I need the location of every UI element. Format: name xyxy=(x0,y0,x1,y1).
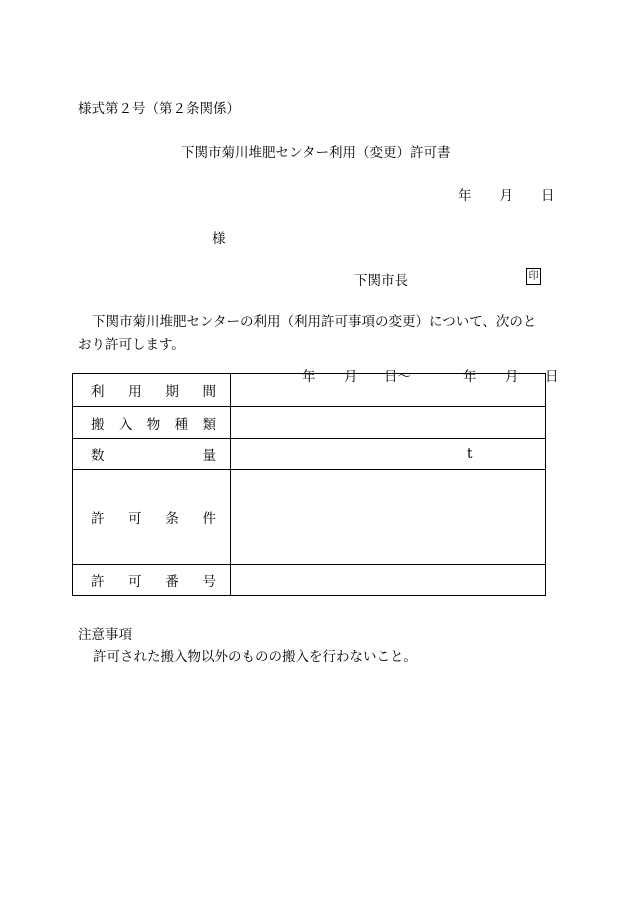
period-start-year: 年 xyxy=(302,369,316,385)
label-char: 許 xyxy=(91,511,105,527)
period-start-day: 日〜 xyxy=(384,369,411,385)
quantity-value xyxy=(231,439,546,470)
period-end-month: 月 xyxy=(505,369,519,385)
issuer-name: 下関市長 xyxy=(354,273,408,289)
table-row-conditions xyxy=(73,470,546,565)
document-title: 下関市菊川堆肥センター利用（変更）許可書 xyxy=(181,145,451,161)
label-usage-period xyxy=(73,374,231,407)
label-char: 数 xyxy=(91,448,105,464)
addressee-honorific: 様 xyxy=(212,231,226,247)
notes-text: 許可された搬入物以外のものの搬入を行わないこと。 xyxy=(93,649,417,665)
period-end-year: 年 xyxy=(463,369,477,385)
date-year-label: 年 xyxy=(458,188,472,204)
table-row-permit-number xyxy=(73,565,546,596)
label-char: 搬 xyxy=(91,416,105,433)
label-char: 量 xyxy=(202,448,216,464)
label-char: 可 xyxy=(128,511,142,527)
label-char: 用 xyxy=(128,384,142,400)
label-char: 類 xyxy=(202,416,216,433)
material-type-value xyxy=(231,407,546,439)
notes-heading: 注意事項 xyxy=(78,627,132,643)
seal-mark: 印 xyxy=(526,268,541,285)
label-char: 条 xyxy=(165,511,179,527)
label-char: 番 xyxy=(165,574,179,590)
table-row-period xyxy=(73,374,546,407)
period-end-day: 日 xyxy=(545,369,559,385)
label-char: 物 xyxy=(146,416,161,433)
label-permit-conditions xyxy=(73,470,231,565)
usage-period-value xyxy=(231,369,559,407)
label-char: 利 xyxy=(91,384,105,400)
table-row-quantity xyxy=(73,439,546,470)
label-char: 号 xyxy=(202,574,216,590)
label-quantity xyxy=(73,439,231,470)
date-month-label: 月 xyxy=(499,188,513,204)
permit-conditions-value xyxy=(231,470,546,565)
label-char: 可 xyxy=(128,574,142,590)
label-char: 種 xyxy=(174,416,189,433)
permission-statement: 下関市菊川堆肥センターの利用（利用許可事項の変更）について、次のとおり許可します。 xyxy=(78,314,537,353)
table-row-material-type xyxy=(73,407,546,439)
quantity-unit: t xyxy=(467,446,473,462)
issue-date xyxy=(458,184,555,204)
label-char: 間 xyxy=(202,384,216,400)
label-char: 期 xyxy=(165,384,179,400)
permit-number-value xyxy=(231,565,546,596)
permit-details-table xyxy=(72,369,559,596)
form-number: 様式第２号（第２条関係） xyxy=(78,101,240,117)
label-char: 許 xyxy=(91,574,105,590)
date-day-label: 日 xyxy=(541,188,555,204)
label-permit-number xyxy=(73,565,231,596)
label-material-type xyxy=(73,407,231,439)
period-start-month: 月 xyxy=(344,369,358,385)
label-char: 入 xyxy=(118,416,133,433)
label-char: 件 xyxy=(202,511,216,527)
